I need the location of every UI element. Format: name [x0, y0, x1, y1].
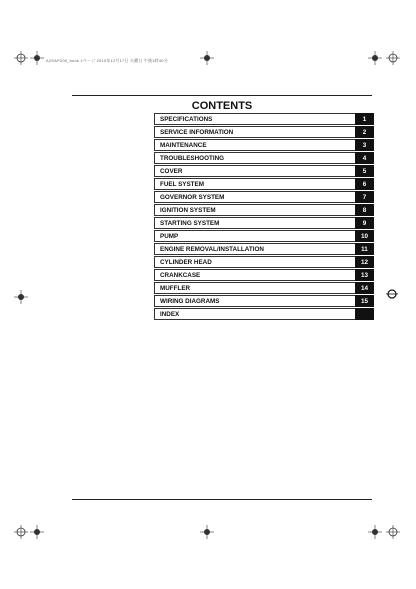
toc-row-ignition-system[interactable]	[154, 204, 374, 217]
toc-row-index[interactable]	[154, 308, 374, 321]
registration-mark-icon	[30, 51, 44, 65]
toc-section-number: 4	[355, 152, 374, 165]
registration-mark-icon	[368, 525, 382, 539]
toc-label: GOVERNOR SYSTEM	[154, 191, 355, 203]
toc-label: COVER	[154, 165, 355, 177]
toc-section-number: 5	[355, 165, 374, 178]
toc-section-number: 9	[355, 217, 374, 230]
page-title: CONTENTS	[191, 100, 253, 112]
toc-row-maintenance[interactable]	[154, 139, 374, 152]
toc-label: MUFFLER	[154, 282, 355, 294]
print-header-meta: A2SAP200_book 1ページ 2010年12月17日 火曜日 午後1時40分	[46, 58, 168, 63]
toc-section-number: 13	[355, 269, 374, 282]
toc-row-cover[interactable]	[154, 165, 374, 178]
toc-row-fuel-system[interactable]	[154, 178, 374, 191]
registration-mark-icon	[386, 51, 400, 65]
toc-row-specifications[interactable]	[154, 113, 374, 126]
toc-label: SPECIFICATIONS	[154, 113, 355, 125]
toc-label: SERVICE INFORMATION	[154, 126, 355, 138]
toc-section-number: 14	[355, 282, 374, 295]
toc-row-troubleshooting[interactable]	[154, 152, 374, 165]
toc-row-muffler[interactable]	[154, 282, 374, 295]
registration-mark-icon	[14, 525, 28, 539]
toc-label: TROUBLESHOOTING	[154, 152, 355, 164]
registration-mark-icon	[200, 51, 214, 65]
registration-mark-icon	[200, 525, 214, 539]
toc-label: IGNITION SYSTEM	[154, 204, 355, 216]
toc-label: ENGINE REMOVAL/INSTALLATION	[154, 243, 355, 255]
toc-label: CYLINDER HEAD	[154, 256, 355, 268]
registration-mark-icon	[368, 51, 382, 65]
bottom-rule	[72, 499, 372, 500]
top-rule	[72, 95, 372, 96]
toc-section-number: 6	[355, 178, 374, 191]
toc-section-number: 15	[355, 295, 374, 308]
toc-row-service-information[interactable]	[154, 126, 374, 139]
toc-section-number: 10	[355, 230, 374, 243]
contents-list	[154, 113, 374, 321]
toc-section-number: 7	[355, 191, 374, 204]
toc-label: FUEL SYSTEM	[154, 178, 355, 190]
registration-mark-icon	[14, 51, 28, 65]
toc-row-pump[interactable]	[154, 230, 374, 243]
toc-row-engine-removal-installation[interactable]	[154, 243, 374, 256]
toc-row-wiring-diagrams[interactable]	[154, 295, 374, 308]
toc-section-number: 1	[355, 113, 374, 126]
toc-label: PUMP	[154, 230, 355, 242]
toc-section-number: 3	[355, 139, 374, 152]
toc-row-starting-system[interactable]	[154, 217, 374, 230]
toc-label: INDEX	[154, 308, 355, 320]
toc-section-number: 2	[355, 126, 374, 139]
registration-mark-icon	[30, 525, 44, 539]
toc-row-governor-system[interactable]	[154, 191, 374, 204]
toc-label: WIRING DIAGRAMS	[154, 295, 355, 307]
toc-row-crankcase[interactable]	[154, 269, 374, 282]
toc-section-number: 8	[355, 204, 374, 217]
toc-label: STARTING SYSTEM	[154, 217, 355, 229]
toc-label: CRANKCASE	[154, 269, 355, 281]
registration-mark-icon	[386, 525, 400, 539]
toc-section-number: 11	[355, 243, 374, 256]
toc-section-number	[355, 308, 374, 321]
toc-row-cylinder-head[interactable]	[154, 256, 374, 269]
tab-marker-icon	[386, 288, 398, 300]
registration-mark-icon	[14, 290, 28, 304]
toc-section-number: 12	[355, 256, 374, 269]
toc-label: MAINTENANCE	[154, 139, 355, 151]
